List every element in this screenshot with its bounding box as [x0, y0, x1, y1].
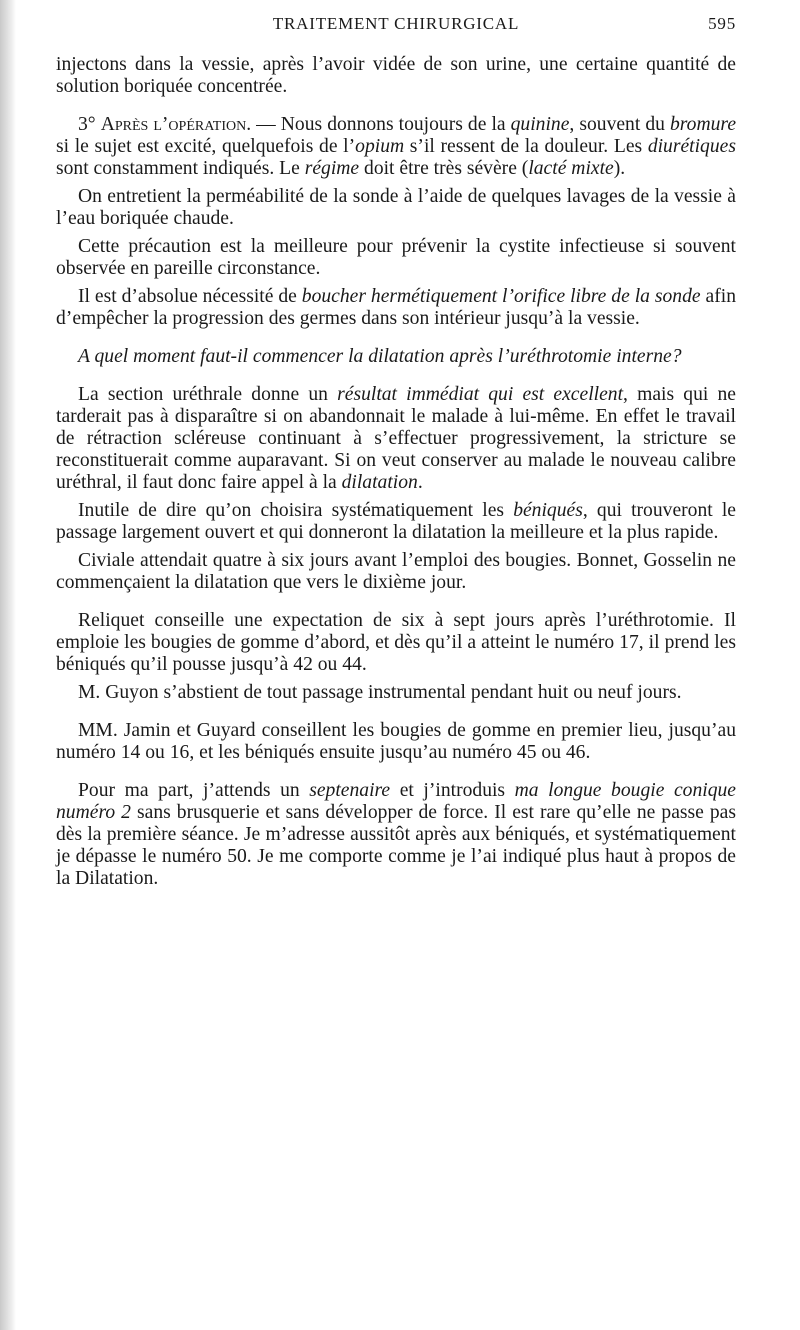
page-number: 595 — [708, 14, 736, 33]
text-run: , mais qui ne tarderait pas à disparaître si on abandonnait le malade à lui-même. En effet le travail de rétraction scléreuse continuant à s’effectuer progressivement, la stricture se reconstituerait comme auparavant. Si on veut conserver au malade le nouveau calibre uréthral, il faut donc faire appel à la — [56, 384, 736, 493]
text-run: La section uréthrale donne un — [78, 384, 338, 405]
text-run: si le sujet est excité, quelquefois de l’ — [56, 136, 356, 157]
text-run: doit être très sévère ( — [359, 158, 529, 179]
text-run: , souvent du — [569, 114, 670, 135]
paragraph — [56, 550, 736, 594]
running-header — [56, 14, 736, 42]
text-run: ). — [613, 158, 626, 179]
italic-text: septenaire — [309, 780, 391, 801]
italic-text: A quel moment faut-il commencer la dilatation après l’uréthrotomie interne? — [78, 346, 682, 367]
text-run: . — [417, 472, 423, 493]
text-run: sans brusquerie et sans développer de force. Il est rare qu’elle ne passe pas dès la première séance. Je m’adresse aussitôt après aux béniqués, et systématiquement je dépasse le numéro 50. Je me comporte comme je l’ai indiqué plus haut à propos de la Dilatation. — [56, 802, 736, 889]
text-run: , qui trouveront le passage largement ouvert et qui donneront la dilatation la meilleure et la plus rapide. — [56, 500, 737, 543]
text-run: s’il ressent de la douleur. Les — [404, 136, 648, 157]
text-run: Inutile de dire qu’on choisira systématiquement les — [78, 500, 514, 521]
text-run: injectons dans la vessie, après l’avoir vidée de son urine, une certaine quantité de solution boriquée concentrée. — [56, 54, 736, 97]
paragraph — [56, 500, 736, 544]
text-run: Reliquet conseille une expectation de six à sept jours après l’uréthrotomie. Il emploie les bougies de gomme d’abord, et dès qu’il a atteint le numéro 17, il prend les béniqués qu’il pousse jusqu’à 42 ou 44. — [56, 610, 736, 675]
text-run: — Nous donnons toujours de la — [251, 114, 511, 135]
paragraph — [56, 346, 736, 368]
paragraph — [56, 114, 736, 180]
italic-text: quinine — [510, 114, 570, 135]
italic-text: diurétiques — [647, 136, 736, 157]
paragraph — [56, 186, 736, 230]
italic-text: lacté mixte — [528, 158, 614, 179]
paragraph — [56, 682, 736, 704]
italic-text: résultat immédiat qui est excellent — [337, 384, 624, 405]
text-run: et j’introduis — [390, 780, 515, 801]
text-run: Il est d’absolue nécessité de — [78, 286, 302, 307]
italic-text: dilatation — [341, 472, 418, 493]
italic-text: ma longue bougie conique numéro 2 — [56, 780, 736, 823]
paragraph — [56, 610, 736, 676]
body-text — [56, 54, 736, 906]
running-title: TRAITEMENT CHIRURGICAL — [272, 14, 520, 33]
paragraph — [56, 780, 736, 890]
text-run: Cette précaution est la meilleure pour prévenir la cystite infectieuse si souvent observée en pareille circonstance. — [56, 236, 736, 279]
paragraph — [56, 384, 736, 494]
italic-text: boucher hermétiquement l’orifice libre de la sonde — [301, 286, 701, 307]
paragraph — [56, 236, 736, 280]
paragraph — [56, 720, 736, 764]
text-run: On entretient la perméabilité de la sonde à l’aide de quelques lavages de la vessie à l’eau boriquée chaude. — [56, 186, 736, 229]
text-run: M. Guyon s’abstient de tout passage instrumental pendant huit ou neuf jours. — [78, 682, 682, 703]
paragraph — [56, 54, 736, 98]
paragraph — [56, 286, 736, 330]
italic-text: bromure — [669, 114, 737, 135]
book-spine-shadow — [0, 0, 16, 1330]
text-run: Civiale attendait quatre à six jours avant l’emploi des bougies. Bonnet, Gosselin ne commençaient la dilatation que vers le dixième jour. — [56, 550, 736, 593]
italic-text: régime — [304, 158, 360, 179]
text-run: afin d’empêcher la progression des germes dans son intérieur jusqu’à la vessie. — [56, 286, 736, 329]
text-run: MM. Jamin et Guyard conseillent les bougies de gomme en premier lieu, jusqu’au numéro 14 ou 16, et les béniqués ensuite jusqu’au numéro 45 ou 46. — [56, 720, 736, 763]
text-run: Pour ma part, j’attends un — [78, 780, 310, 801]
italic-text: opium — [355, 136, 405, 157]
italic-text: béniqués — [513, 500, 583, 521]
text-run: 3° — [78, 114, 101, 135]
text-run: sont constamment indiqués. Le — [56, 158, 305, 179]
small-caps-text: Après l’opération. — [100, 114, 252, 135]
